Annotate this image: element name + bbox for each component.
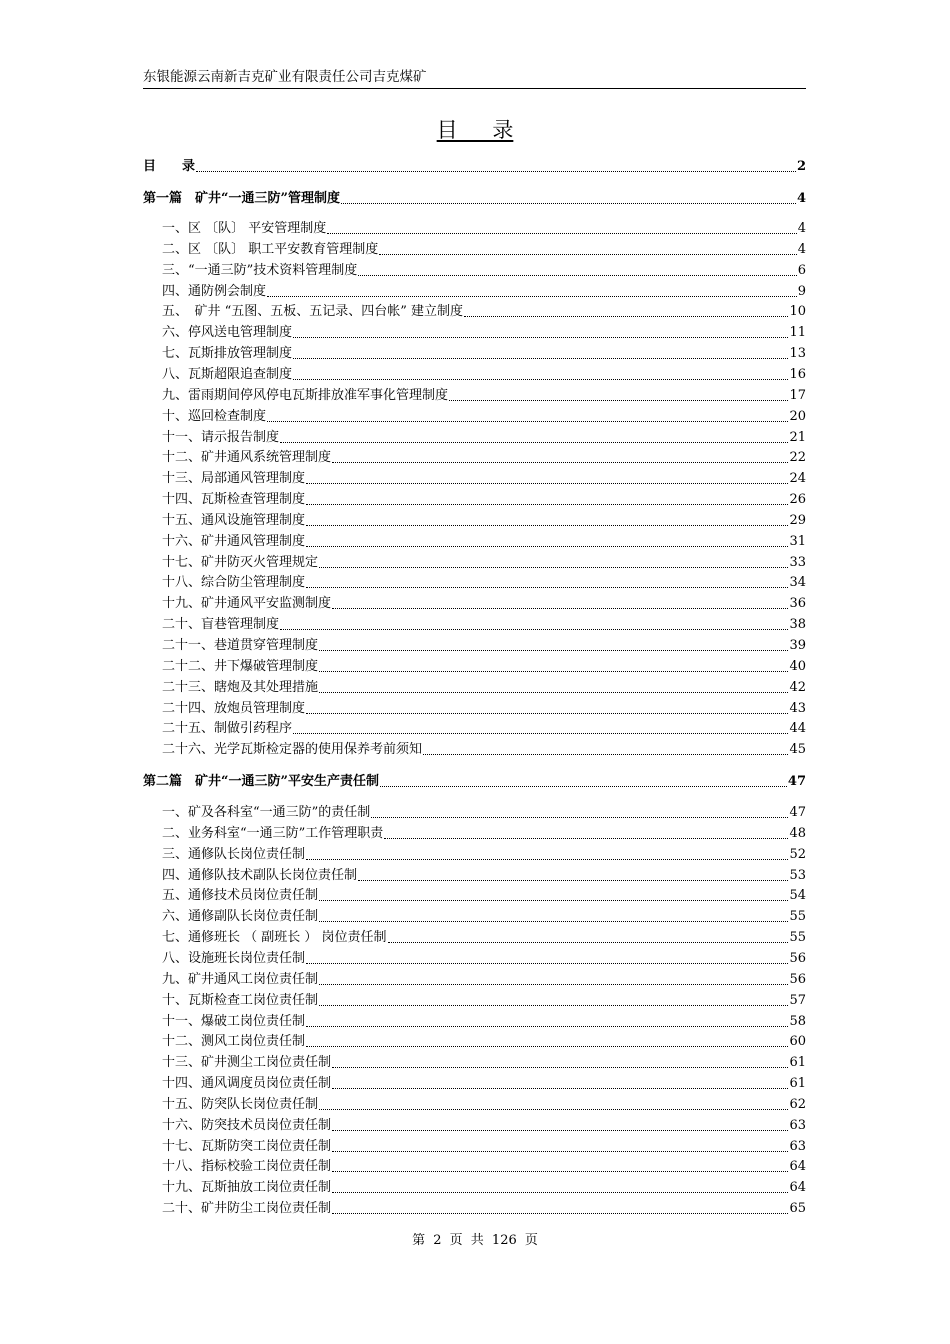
toc-entry-title: 十、巡回检查制度 — [162, 408, 267, 424]
dot-leader — [306, 524, 788, 526]
toc-entry[interactable] — [143, 739, 806, 759]
toc-entry[interactable] — [143, 635, 806, 655]
toc-entry[interactable] — [143, 593, 806, 613]
toc-entry[interactable] — [143, 385, 806, 405]
toc-entry-page: 9 — [797, 283, 806, 299]
dot-leader — [332, 461, 788, 463]
dot-leader — [327, 232, 796, 234]
toc-entry-title: 十八、综合防尘管理制度 — [162, 575, 306, 591]
dot-leader — [332, 1129, 788, 1131]
toc-entry-page: 64 — [789, 1180, 806, 1196]
toc-entry-page: 52 — [789, 846, 806, 862]
toc-entry-title: 十八、指标校验工岗位责任制 — [162, 1159, 332, 1175]
dot-leader — [449, 399, 788, 401]
dot-leader — [358, 879, 788, 881]
toc-entry-title: 十七、瓦斯防突工岗位责任制 — [162, 1138, 332, 1154]
toc-entry-title: 十二、矿井通风系统管理制度 — [162, 450, 332, 466]
dot-leader — [319, 983, 788, 985]
toc-entry-title: 十五、通风设施管理制度 — [162, 512, 306, 528]
toc-entry[interactable] — [143, 656, 806, 676]
toc-entry[interactable] — [143, 1115, 806, 1135]
toc-entry-title: 二、区 〔队〕 职工平安教育管理制度 — [162, 241, 379, 257]
toc-entry-page: 10 — [789, 304, 806, 320]
toc-entry-page: 36 — [789, 596, 806, 612]
toc-entry[interactable] — [143, 718, 806, 738]
dot-leader — [319, 691, 788, 693]
toc-entry-title: 十五、防突队长岗位责任制 — [162, 1096, 319, 1112]
toc-entry[interactable] — [143, 239, 806, 259]
toc-entry[interactable] — [143, 406, 806, 426]
toc-entry-page: 11 — [789, 325, 806, 341]
dot-leader — [306, 586, 788, 588]
toc-entry[interactable] — [143, 281, 806, 301]
toc-entry-title: 八、设施班长岗位责任制 — [162, 950, 306, 966]
toc-entry-page: 63 — [789, 1138, 806, 1154]
toc-entry[interactable] — [143, 301, 806, 321]
toc-entry-title: 六、停风送电管理制度 — [162, 325, 293, 341]
toc-entry-title: 二、业务科室“一通三防”工作管理职责 — [162, 825, 384, 841]
toc-entry-page: 4 — [797, 241, 806, 257]
toc-entry-page: 13 — [789, 346, 806, 362]
toc-entry[interactable] — [143, 468, 806, 488]
toc-entry[interactable] — [143, 677, 806, 697]
toc-entry-title: 十六、防突技术员岗位责任制 — [162, 1117, 332, 1133]
toc-entry-title: 二十二、井下爆破管理制度 — [162, 658, 319, 674]
toc-entry[interactable] — [143, 343, 806, 363]
toc-entry-title: 二十、矿井防尘工岗位责任制 — [162, 1201, 332, 1217]
toc-entry-title: 十三、矿井测尘工岗位责任制 — [162, 1055, 332, 1071]
dot-leader — [306, 962, 788, 964]
toc-entry[interactable] — [143, 510, 806, 530]
toc-entry[interactable] — [143, 218, 806, 238]
toc-entry-page: 47 — [789, 805, 806, 820]
toc-entry[interactable] — [143, 1177, 806, 1197]
dot-leader — [332, 1170, 788, 1172]
toc-entry-title: 三、通修队长岗位责任制 — [162, 846, 306, 862]
toc-entry-title: 七、瓦斯排放管理制度 — [162, 346, 293, 362]
toc-entry-title: 十四、通风调度员岗位责任制 — [162, 1076, 332, 1092]
dot-leader — [332, 607, 788, 609]
dot-leader — [332, 1150, 788, 1152]
toc-entry-page: 57 — [789, 992, 806, 1008]
toc-entry[interactable] — [143, 1156, 806, 1176]
toc-entry-title: 五、 矿井 “五图、五板、五记录、四台帐” 建立制度 — [162, 304, 464, 320]
toc-entry-page: 17 — [789, 387, 806, 403]
toc-entry-title: 二十一、巷道贯穿管理制度 — [162, 638, 319, 653]
dot-leader — [306, 545, 788, 547]
toc-entry-title: 七、通修班长 （ 副班长 ） 岗位责任制 — [162, 930, 387, 946]
toc-entry-title: 十九、瓦斯抽放工岗位责任制 — [162, 1180, 332, 1196]
toc-entry-page: 4 — [796, 191, 806, 206]
toc-entry-page: 58 — [789, 1013, 806, 1029]
toc-entry-page: 31 — [789, 533, 806, 549]
dot-leader — [267, 420, 788, 422]
toc-entry-page: 40 — [789, 658, 806, 674]
toc-entry-page: 16 — [789, 366, 806, 382]
dot-leader — [306, 712, 788, 714]
dot-leader — [196, 170, 796, 172]
dot-leader — [319, 1004, 788, 1006]
toc-entry-page: 20 — [789, 408, 806, 424]
dot-leader — [293, 357, 788, 359]
toc-entry[interactable] — [143, 948, 806, 968]
dot-leader — [267, 295, 797, 297]
toc-title: 目 录 — [436, 118, 514, 142]
toc-entry[interactable] — [143, 427, 806, 447]
dot-leader — [319, 899, 788, 901]
toc-entry[interactable] — [143, 1052, 806, 1072]
toc-entry[interactable] — [143, 1136, 806, 1156]
dot-leader — [280, 628, 788, 630]
toc-entry[interactable] — [143, 823, 806, 843]
toc-entry-page: 61 — [789, 1055, 806, 1071]
toc-entry-page: 48 — [789, 825, 806, 841]
toc-entry-title: 九、矿井通风工岗位责任制 — [162, 971, 319, 987]
toc-entry[interactable] — [143, 1031, 806, 1051]
toc-entry-title: 十九、矿井通风平安监测制度 — [162, 596, 332, 612]
toc-entry-title: 一、矿及各科室“一通三防”的责任制 — [162, 805, 371, 820]
toc-entry-title: 十七、矿井防灭火管理规定 — [162, 554, 319, 570]
toc-entry-page: 26 — [789, 492, 806, 508]
toc-entry-title: 目 录 — [143, 159, 196, 174]
toc-entry-page: 45 — [789, 742, 806, 758]
toc-entry-page: 38 — [789, 617, 806, 633]
dot-leader — [358, 274, 796, 276]
toc-entry-page: 65 — [789, 1201, 806, 1217]
toc-entry-page: 44 — [789, 721, 806, 737]
toc-entry-page: 2 — [796, 159, 806, 174]
toc-entry[interactable] — [143, 990, 806, 1010]
toc-entry[interactable] — [143, 865, 806, 885]
toc-entry[interactable] — [143, 489, 806, 509]
toc-entry-page: 54 — [789, 888, 806, 904]
toc-entry[interactable] — [143, 614, 806, 634]
toc-entry-title: 十三、局部通风管理制度 — [162, 471, 306, 487]
toc-entry-page: 21 — [789, 429, 806, 445]
dot-leader — [371, 816, 788, 818]
toc-section-entry[interactable] — [143, 156, 806, 176]
toc-section-entry[interactable] — [143, 188, 806, 208]
toc-entry-page: 39 — [789, 638, 806, 653]
toc-entry-page: 61 — [789, 1076, 806, 1092]
toc-entry[interactable] — [143, 322, 806, 342]
dot-leader — [306, 1045, 788, 1047]
toc-entry[interactable] — [143, 552, 806, 572]
toc-entry-title: 四、通防例会制度 — [162, 283, 267, 299]
toc-section-entry[interactable] — [143, 771, 806, 791]
toc-entry[interactable] — [143, 1094, 806, 1114]
dot-leader — [332, 1191, 788, 1193]
toc-entry-page: 64 — [789, 1159, 806, 1175]
dot-leader — [332, 1087, 788, 1089]
toc-entry-title: 二十、盲巷管理制度 — [162, 617, 280, 633]
dot-leader — [319, 920, 788, 922]
dot-leader — [464, 315, 788, 317]
toc-entry[interactable] — [143, 885, 806, 905]
toc-entry-title: 十一、爆破工岗位责任制 — [162, 1013, 306, 1029]
toc-entry[interactable] — [143, 969, 806, 989]
toc-entry-title: 十四、瓦斯检查管理制度 — [162, 492, 306, 508]
toc-entry[interactable] — [143, 447, 806, 467]
toc-entry-title: 四、通修队技术副队长岗位责任制 — [162, 867, 358, 883]
toc-entry-title: 六、通修副队长岗位责任制 — [162, 909, 319, 925]
page-header: 东银能源云南新吉克矿业有限责任公司吉克煤矿 — [143, 66, 806, 89]
dot-leader — [306, 503, 788, 505]
dot-leader — [280, 441, 788, 443]
toc-entry-page: 56 — [789, 971, 806, 987]
dot-leader — [384, 837, 788, 839]
dot-leader — [319, 670, 788, 672]
toc-entry[interactable] — [143, 906, 806, 926]
dot-leader — [319, 1108, 788, 1110]
dot-leader — [380, 785, 787, 787]
toc-entry-page: 55 — [789, 909, 806, 925]
toc-entry-page: 60 — [789, 1034, 806, 1050]
toc-entry-title: 十一、请示报告制度 — [162, 429, 280, 445]
dot-leader — [388, 941, 789, 943]
toc-entry-page: 55 — [789, 930, 806, 946]
toc-entry-title: 第二篇 矿井“一通三防”平安生产责任制 — [143, 774, 379, 789]
toc-entry[interactable] — [143, 1198, 806, 1218]
dot-leader — [293, 336, 788, 338]
toc-entry[interactable] — [143, 572, 806, 592]
dot-leader — [319, 649, 788, 651]
toc-entry[interactable] — [143, 802, 806, 822]
toc-entry-page: 63 — [789, 1117, 806, 1133]
toc-entry-page: 56 — [789, 950, 806, 966]
toc-entry-title: 五、通修技术员岗位责任制 — [162, 888, 319, 904]
dot-leader — [379, 253, 796, 255]
toc-entry-page: 24 — [789, 471, 806, 487]
dot-leader — [293, 732, 788, 734]
toc-entry-page: 6 — [797, 262, 806, 278]
dot-leader — [306, 858, 788, 860]
toc-entry-title: 三、“一通三防”技术资料管理制度 — [162, 262, 358, 278]
toc-entry-title: 第一篇 矿井“一通三防”管理制度 — [143, 191, 340, 206]
toc-entry[interactable] — [143, 1073, 806, 1093]
toc-entry-page: 47 — [787, 774, 806, 789]
toc-entry[interactable] — [143, 531, 806, 551]
toc-entry[interactable] — [143, 844, 806, 864]
dot-leader — [341, 202, 796, 204]
toc-entry-page: 4 — [797, 221, 806, 236]
toc-entry-page: 33 — [789, 554, 806, 570]
toc-entry-title: 一、区 〔队〕 平安管理制度 — [162, 221, 327, 236]
toc-entry-title: 十二、测风工岗位责任制 — [162, 1034, 306, 1050]
dot-leader — [319, 566, 788, 568]
toc-entry-page: 34 — [789, 575, 806, 591]
toc-entry[interactable] — [143, 927, 806, 947]
toc-entry[interactable] — [143, 698, 806, 718]
dot-leader — [293, 378, 788, 380]
toc-entry-title: 二十三、瞎炮及其处理措施 — [162, 679, 319, 695]
toc-entry-page: 62 — [789, 1096, 806, 1112]
toc-entry-title: 二十四、放炮员管理制度 — [162, 700, 306, 716]
toc-entry-page: 43 — [789, 700, 806, 716]
toc-entry-page: 42 — [789, 679, 806, 695]
dot-leader — [423, 753, 788, 755]
toc-entry-title: 八、瓦斯超限追查制度 — [162, 366, 293, 382]
toc-entry[interactable] — [143, 260, 806, 280]
toc-entry-page: 29 — [789, 512, 806, 528]
toc-entry-page: 53 — [789, 867, 806, 883]
toc-entry[interactable] — [143, 1011, 806, 1031]
dot-leader — [332, 1212, 788, 1214]
toc-entry-title: 二十六、光学瓦斯检定器的使用保养考前须知 — [162, 742, 423, 758]
toc-entry[interactable] — [143, 364, 806, 384]
toc-entry-title: 十六、矿井通风管理制度 — [162, 533, 306, 549]
dot-leader — [332, 1066, 788, 1068]
dot-leader — [306, 1025, 788, 1027]
toc-entry-title: 十、瓦斯检查工岗位责任制 — [162, 992, 319, 1008]
dot-leader — [306, 482, 788, 484]
toc-entry-title: 九、雷雨期间停风停电瓦斯排放准军事化管理制度 — [162, 387, 449, 403]
page-footer: 第 2 页 共 126 页 — [412, 1233, 538, 1248]
toc-entry-page: 22 — [789, 450, 806, 466]
toc-entry-title: 二十五、制做引药程序 — [162, 721, 293, 737]
